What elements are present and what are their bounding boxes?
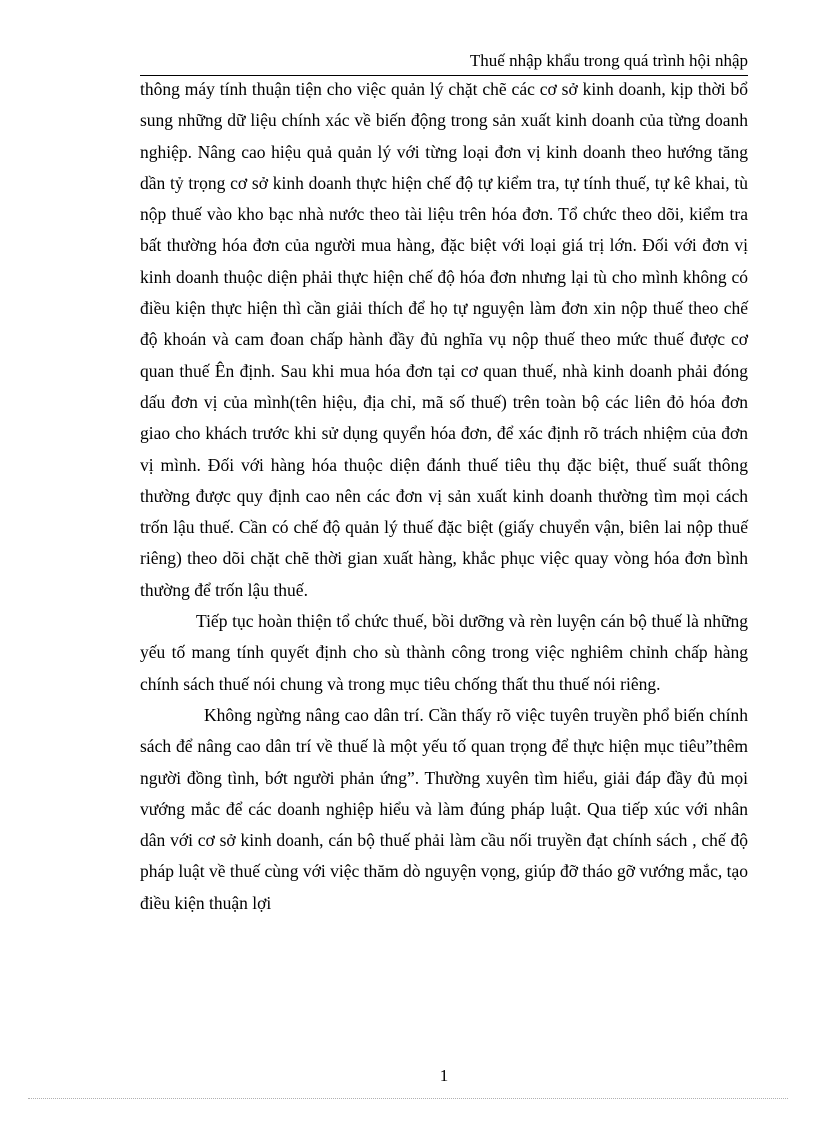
paragraph-continuation: thông máy tính thuận tiện cho việc quản lý chặt chẽ các cơ sở kinh doanh, kịp thời bổ sung những dữ liệu chính xác về biến động trong sản xuất kinh doanh của từng doanh nghiệp. Nâng cao hiệu quả quản lý với từng loại đơn vị kinh doanh theo hướng tăng dần tỷ trọng cơ sở kinh doanh thực hiện chế độ tự kiểm tra, tự tính thuế, tự kê khai, tù nộp thuế vào kho bạc nhà nước theo tài liệu trên hóa đơn. Tổ chức theo dõi, kiểm tra bất thường hóa đơn của người mua hàng, đặc biệt với loại giá trị lớn. Đối với đơn vị kinh doanh thuộc diện phải thực hiện chế độ hóa đơn nhưng lại tù cho mình không có điều kiện thực hiện thì cần giải thích để họ tự nguyện làm đơn xin nộp thuế theo chế độ khoán và cam đoan chấp hành đầy đủ nghĩa vụ nộp thuế theo mức thuế được cơ quan thuế Ên định. Sau khi mua hóa đơn tại cơ quan thuế, nhà kinh doanh phải đóng dấu đơn vị của mình(tên hiệu, địa chỉ, mã số thuế) trên toàn bộ các liên đỏ hóa đơn giao cho khách trước khi sử dụng quyển hóa đơn, để xác định rõ trách nhiệm của đơn vị mình. Đối với hàng hóa thuộc diện đánh thuế tiêu thụ đặc biệt, thuế suất thông thường được quy định cao nên các đơn vị sản xuất kinh doanh thường tìm mọi cách trốn lậu thuế. Cần có chế độ quản lý thuế đặc biệt (giấy chuyển vận, biên lai nộp thuế riêng) theo dõi chặt chẽ thời gian xuất hàng, khắc phục việc quay vòng hóa đơn bình thường để trốn lậu thuế. bbox=[140, 79, 748, 600]
page-number: 1 bbox=[439, 1066, 449, 1085]
paragraph-tax-organization: Tiếp tục hoàn thiện tổ chức thuế, bồi dưỡng và rèn luyện cán bộ thuế là những yếu tố mang tính quyết định cho sù thành công trong việc nghiêm chỉnh chấp hàng chính sách thuế nói chung và trong mục tiêu chống thất thu thuế nói riêng. bbox=[140, 611, 748, 694]
paragraph-public-awareness: Không ngừng nâng cao dân trí. Cần thấy rõ việc tuyên truyền phổ biến chính sách để nâng cao dân trí về thuế là một yếu tố quan trọng để thực hiện mục tiêu”thêm người đồng tình, bớt người phản ứng”. Thường xuyên tìm hiểu, giải đáp đầy đủ mọi vướng mắc để các doanh nghiệp hiểu và làm đúng pháp luật. Qua tiếp xúc với nhân dân với cơ sở kinh doanh, cán bộ thuế phải làm cầu nối truyền đạt chính sách , chế độ pháp luật về thuế cùng với việc thăm dò nguyện vọng, giúp đỡ tháo gỡ vướng mắc, tạo điều kiện thuận lợi bbox=[140, 704, 748, 913]
document-body bbox=[140, 74, 748, 919]
footer-dotted-line bbox=[28, 1098, 788, 1099]
running-header: Thuế nhập khẩu trong quá trình hội nhập bbox=[469, 51, 748, 70]
